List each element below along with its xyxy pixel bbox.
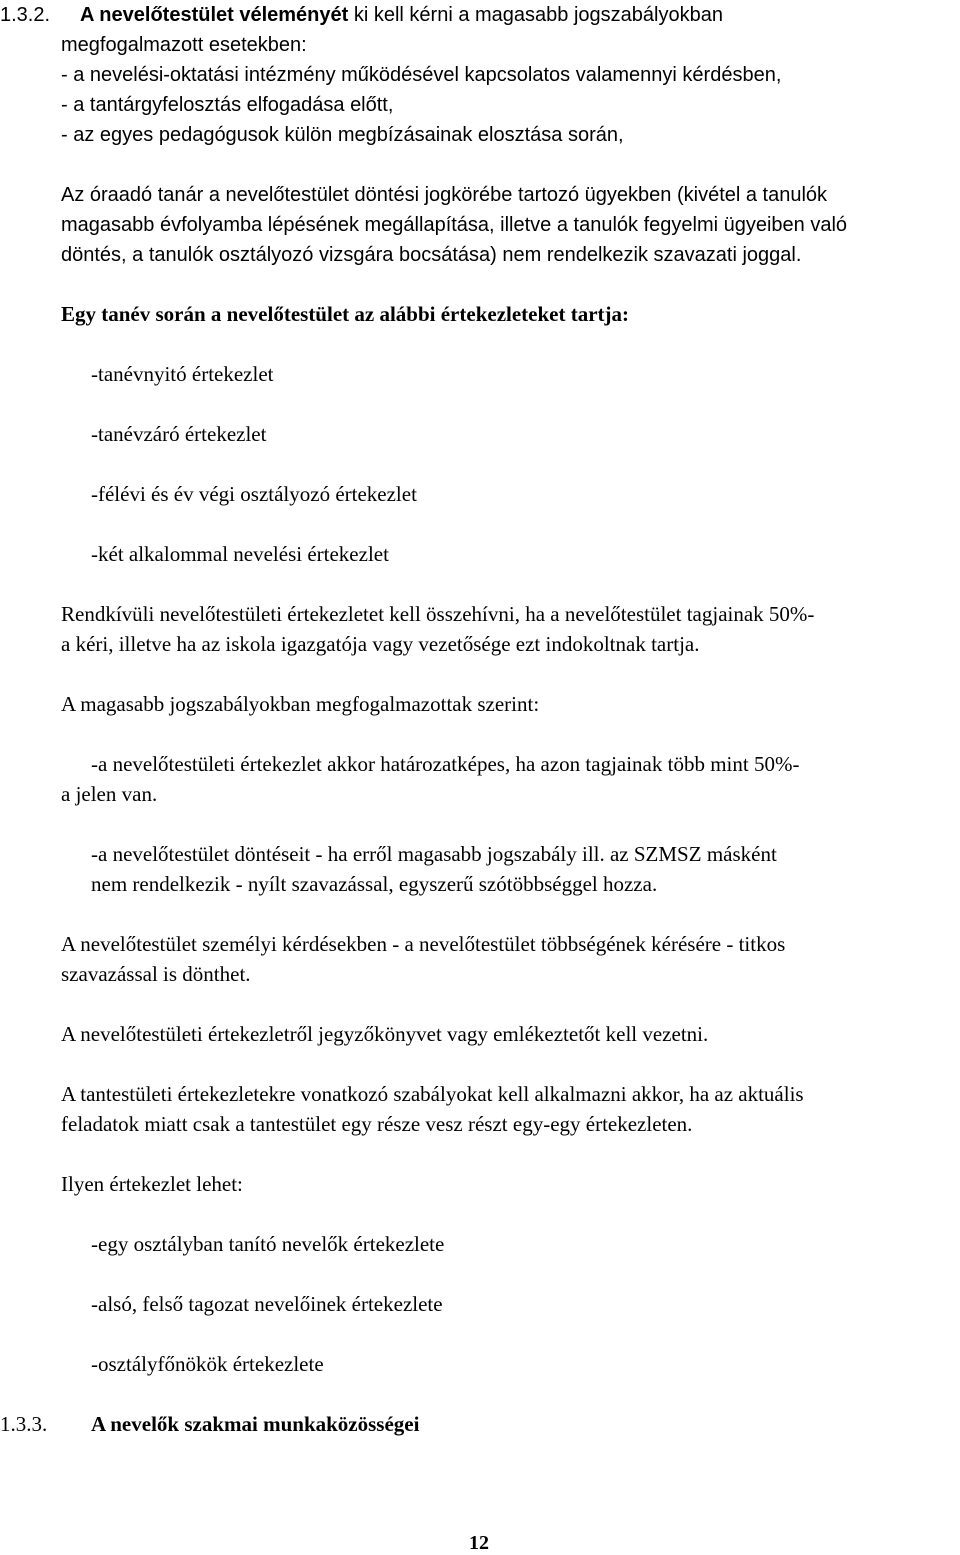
section-1-3-2-line-5: - az egyes pedagógusok külön megbízásainak elosztása során,	[61, 124, 624, 146]
quorum-line-1: -a nevelőtestületi értekezlet akkor határozatképes, ha azon tagjainak több mint 50%-	[91, 752, 800, 776]
decisions-line-1: -a nevelőtestület döntéseit - ha erről magasabb jogszabály ill. az SZMSZ másként	[91, 842, 777, 866]
quorum-line-2: a jelen van.	[61, 782, 158, 806]
meeting-item: -két alkalommal nevelési értekezlet	[91, 542, 389, 566]
section-1-3-2-line-2: megfogalmazott esetekben:	[61, 34, 307, 56]
such-meeting-text: Ilyen értekezlet lehet:	[61, 1172, 243, 1196]
section-1-3-3-title	[91, 1411, 419, 1437]
partial-staff-line-2: feladatok miatt csak a tantestület egy része vesz részt egy-egy értekezleten.	[61, 1112, 693, 1136]
intro-text: ki kell kérni a magasabb jogszabályokban	[348, 4, 723, 26]
such-meeting-item: -egy osztályban tanító nevelők értekezlete	[91, 1232, 445, 1256]
section-1-3-3-number: 1.3.3.	[0, 1412, 48, 1436]
extraordinary-line-2: a kéri, illetve ha az iskola igazgatója vagy vezetősége ezt indokoltnak tartja.	[61, 632, 700, 656]
such-meeting-item: -osztályfőnökök értekezlete	[91, 1352, 324, 1376]
oraado-line-3: döntés, a tanulók osztályozó vizsgára bocsátása) nem rendelkezik szavazati joggal.	[61, 244, 802, 266]
section-1-3-2-line-3: - a nevelési-oktatási intézmény működésével kapcsolatos valamennyi kérdésben,	[61, 64, 782, 86]
meeting-item: -tanévnyitó értekezlet	[91, 362, 274, 386]
partial-staff-line-1: A tantestületi értekezletekre vonatkozó szabályokat kell alkalmazni akkor, ha az aktuális	[61, 1082, 804, 1106]
meeting-item: -félévi és év végi osztályozó értekezlet	[91, 482, 417, 506]
minutes-text: A nevelőtestületi értekezletről jegyzőkönyvet vagy emlékeztetőt kell vezetni.	[61, 1022, 709, 1046]
section-1-3-2-line-1	[0, 2, 723, 28]
page-number: 12	[469, 1532, 489, 1554]
section-1-3-2-line-4: - a tantárgyfelosztás elfogadása előtt,	[61, 94, 394, 116]
such-meeting-item: -alsó, felső tagozat nevelőinek értekezlete	[91, 1292, 443, 1316]
extraordinary-line-1: Rendkívüli nevelőtestületi értekezletet kell összehívni, ha a nevelőtestület tagjainak 50%-	[61, 602, 815, 626]
oraado-line-2: magasabb évfolyamba lépésének megállapítása, illetve a tanulók fegyelmi ügyeiben való	[61, 214, 848, 236]
oraado-line-1: Az óraadó tanár a nevelőtestület döntési jogkörébe tartozó ügyekben (kivétel a tanulók	[61, 184, 828, 206]
intro-bold-text: A nevelőtestület véleményét	[80, 4, 349, 26]
meetings-heading-text: Egy tanév során a nevelőtestület az alábbi értekezleteket tartja:	[61, 302, 630, 326]
section-1-3-3-title-text: A nevelők szakmai munkaközösségei	[91, 1412, 420, 1436]
meetings-heading	[61, 301, 629, 327]
meeting-item: -tanévzáró értekezlet	[91, 422, 267, 446]
secret-vote-line-1: A nevelőtestület személyi kérdésekben - a nevelőtestület többségének kérésére - titkos	[61, 932, 786, 956]
section-number: 1.3.2.	[0, 4, 51, 26]
higher-law-text: A magasabb jogszabályokban megfogalmazottak szerint:	[61, 692, 540, 716]
decisions-line-2: nem rendelkezik - nyílt szavazással, egyszerű szótöbbséggel hozza.	[91, 872, 658, 896]
secret-vote-line-2: szavazással is dönthet.	[61, 962, 251, 986]
